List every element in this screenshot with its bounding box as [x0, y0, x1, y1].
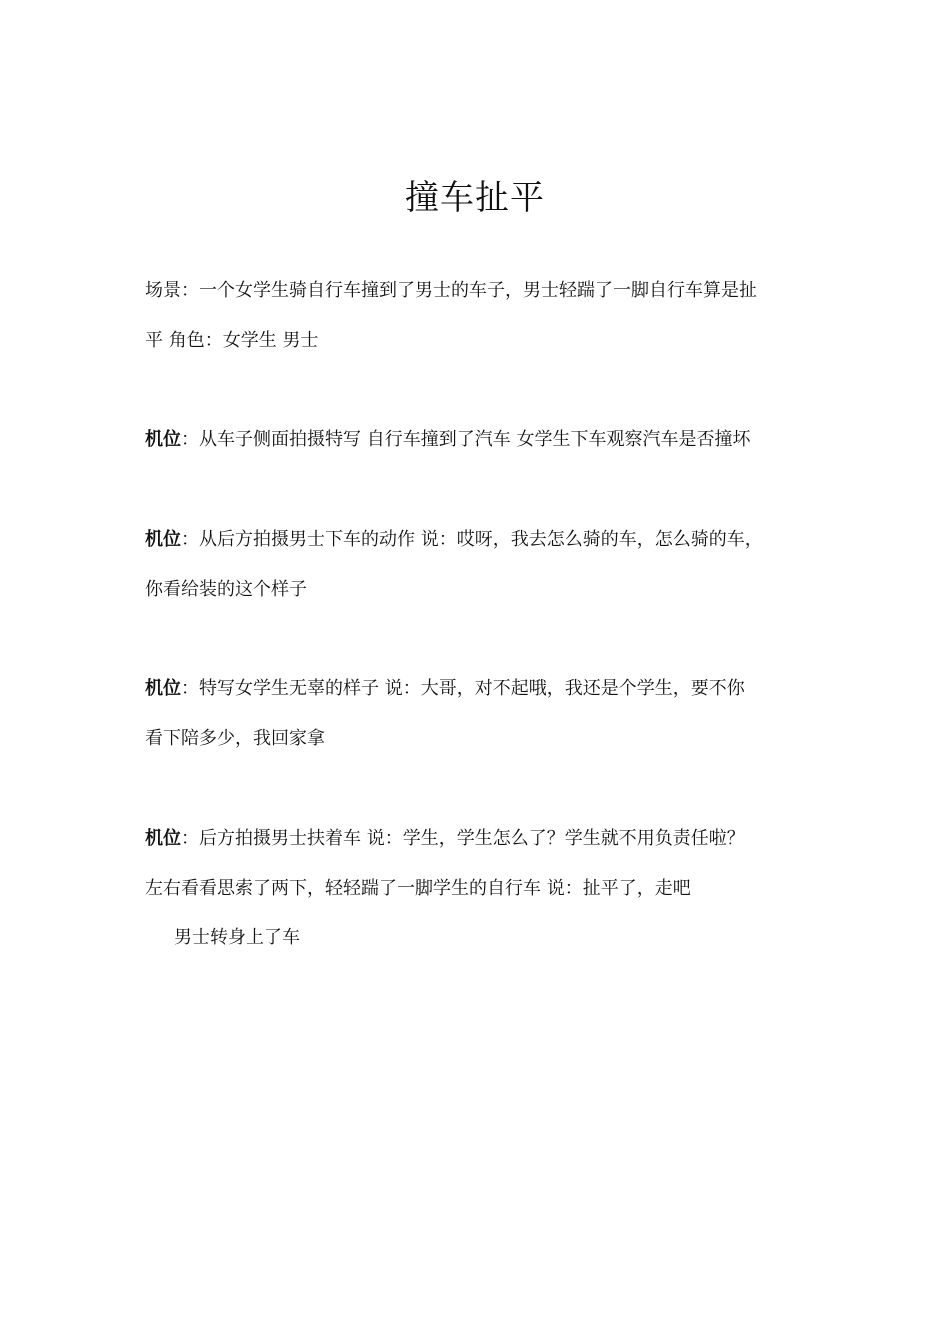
shot-1-label: 机位 [145, 429, 181, 450]
shot-2-text: ：从后方拍摄男士下车的动作 说：哎呀，我去怎么骑的车，怎么骑的车， [181, 529, 763, 550]
scene-line-2: 平 角色：女学生 男士 [145, 330, 319, 351]
shot-4-line-2: 左右看看思索了两下，轻轻踹了一脚学生的自行车 说：扯平了，走吧 [145, 878, 691, 899]
page-title: 撞车扯平 [405, 178, 545, 218]
shot-4-text: ：后方拍摄男士扶着车 说：学生，学生怎么了？学生就不用负责任啦？ [181, 828, 745, 849]
shot-3-line-2: 看下陪多少，我回家拿 [145, 728, 325, 749]
shot-3-text: ：特写女学生无辜的样子 说：大哥，对不起哦，我还是个学生，要不你 [181, 678, 745, 699]
shot-3-line-1 [145, 677, 745, 701]
shot-4-label: 机位 [145, 828, 181, 849]
shot-4-line-1 [145, 827, 745, 851]
shot-2-line-2: 你看给装的这个样子 [145, 579, 307, 600]
shot-4-line-3: 男士转身上了车 [174, 927, 300, 948]
shot-2-label: 机位 [145, 529, 181, 550]
shot-1-text: ：从车子侧面拍摄特写 自行车撞到了汽车 女学生下车观察汽车是否撞坏 [181, 429, 751, 450]
shot-2-line-1 [145, 528, 763, 552]
shot-1-line-1 [145, 428, 750, 452]
shot-3-label: 机位 [145, 678, 181, 699]
scene-line-1: 场景：一个女学生骑自行车撞到了男士的车子，男士轻踹了一脚自行车算是扯 [145, 280, 757, 301]
